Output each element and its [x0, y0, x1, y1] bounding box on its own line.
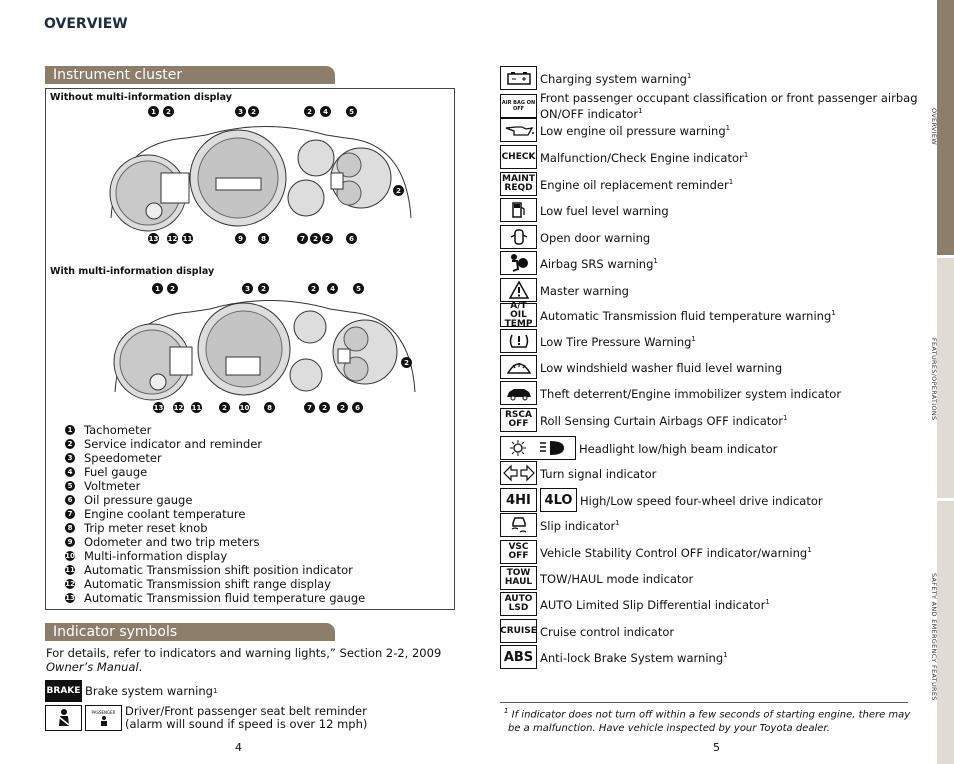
callout-marker: 2 — [304, 106, 315, 117]
footnote-line-2: be a malfunction. Have vehicle inspected by your Toyota dealer. — [508, 723, 830, 735]
legend-number: 2 — [65, 439, 75, 449]
vsc-off-icon — [500, 540, 537, 564]
seatbelt-label-2: (alarm will sound if speed is over 12 mph) — [125, 717, 368, 731]
side-tab-label-safety: SAFETY AND EMERGENCY FEATURES — [930, 573, 938, 701]
tow-haul-icon — [500, 566, 537, 590]
legend-number: 9 — [65, 537, 75, 547]
section-title-instrument-cluster: Instrument cluster — [45, 66, 335, 84]
washer-fluid-icon — [500, 355, 537, 379]
callout-marker: 2 — [322, 233, 333, 244]
callout-marker: 2 — [401, 357, 412, 368]
callout-marker: 4 — [320, 106, 331, 117]
tire-pressure-icon — [500, 329, 537, 353]
legend-item — [65, 549, 365, 563]
callout-marker: 2 — [248, 106, 259, 117]
legend-list — [65, 423, 365, 605]
seatbelt-label-1: Driver/Front passenger seat belt reminder — [125, 704, 367, 718]
symbol-row — [500, 329, 696, 353]
symbol-label: High/Low speed four-wheel drive indicator — [580, 493, 823, 508]
callout-marker: 8 — [258, 233, 269, 244]
footnote-mark: 1 — [504, 707, 509, 715]
maint-reqd-icon — [500, 172, 537, 196]
callout-marker: 13 — [153, 403, 164, 412]
side-tab-features[interactable] — [937, 258, 954, 498]
caption-without-mid: Without multi-information display — [50, 92, 232, 103]
symbol-label: Low Tire Pressure Warning — [540, 334, 692, 349]
intro-manual-title: Owner’s Manual — [46, 660, 139, 674]
footnote-divider — [500, 702, 908, 703]
fuel-pump-icon — [500, 198, 537, 222]
abs-icon — [500, 645, 537, 669]
battery-icon — [500, 66, 537, 90]
symbol-label: Airbag SRS warning — [540, 256, 654, 271]
symbol-sup: 1 — [615, 519, 620, 528]
callout-marker: 7 — [297, 233, 308, 244]
legend-number: 1 — [65, 425, 75, 435]
symbol-label: Low fuel level warning — [540, 203, 669, 218]
symbol-label: Roll Sensing Curtain Airbags OFF indicator — [540, 413, 784, 428]
master-warning-icon — [500, 278, 537, 302]
legend-number: 10 — [65, 552, 75, 560]
callout-marker: 5 — [353, 283, 364, 294]
4lo-icon — [540, 488, 577, 512]
symbol-row — [500, 172, 733, 196]
legend-number: 13 — [65, 594, 75, 602]
symbol-sup: 1 — [638, 107, 643, 115]
symbol-label: Engine oil replacement reminder — [540, 177, 729, 192]
auto-lsd-icon — [500, 592, 537, 616]
callout-marker: 8 — [264, 402, 275, 413]
airbag-off-icon — [500, 94, 537, 118]
symbol-label: Low windshield washer fluid level warning — [540, 360, 783, 375]
symbol-row — [500, 66, 691, 90]
symbol-sup: 1 — [723, 651, 728, 660]
section-title-indicator-symbols: Indicator symbols — [45, 623, 335, 641]
callout-marker: 12 — [167, 234, 178, 243]
symbol-sup: 1 — [831, 309, 836, 318]
legend-item — [65, 493, 365, 507]
legend-item — [65, 451, 365, 465]
symbol-row — [500, 300, 836, 329]
callout-marker: 2 — [258, 283, 269, 294]
callout-marker: 11 — [182, 234, 193, 243]
symbol-label: Automatic Transmission fluid temperature warning — [540, 308, 832, 323]
symbol-label: Cruise control indicator — [540, 624, 675, 639]
callout-marker: 11 — [191, 403, 202, 412]
passenger-seatbelt-icon — [85, 705, 122, 731]
callout-marker: 4 — [327, 283, 338, 294]
legend-label: Odometer and two trip meters — [84, 535, 260, 549]
symbol-row — [500, 619, 674, 643]
legend-number: 7 — [65, 509, 75, 519]
symbol-row — [500, 540, 812, 564]
page-number-left: 4 — [235, 741, 242, 754]
legend-item — [65, 465, 365, 479]
legend-label: Voltmeter — [84, 479, 141, 493]
symbol-row — [500, 461, 656, 485]
symbol-label: Charging system warning — [540, 71, 687, 86]
legend-number: 11 — [65, 566, 75, 574]
symbol-sup: 1 — [807, 546, 812, 555]
callout-marker: 12 — [173, 403, 184, 412]
legend-label: Oil pressure gauge — [84, 493, 193, 507]
symbol-row — [500, 145, 748, 169]
symbol-label: Anti-lock Brake System warning — [540, 650, 724, 665]
icon-text: CHECK — [501, 151, 536, 162]
side-tab-label-overview: OVERVIEW — [930, 108, 938, 146]
theft-deterrent-icon — [500, 381, 537, 405]
symbol-sup: 1 — [653, 257, 658, 266]
symbol-label: TOW/HAUL mode indicator — [540, 571, 694, 586]
legend-number: 8 — [65, 523, 75, 533]
symbol-label: Turn signal indicator — [540, 466, 657, 481]
symbol-label: Low engine oil pressure warning — [540, 123, 726, 138]
callout-marker: 2 — [310, 233, 321, 244]
symbol-label: Vehicle Stability Control OFF indicator/warning — [540, 545, 808, 560]
legend-label: Engine coolant temperature — [84, 507, 246, 521]
icon-text: A/T OIL TEMP — [504, 300, 533, 329]
rsca-off-icon — [500, 408, 537, 432]
symbol-sup: 1 — [765, 598, 770, 607]
legend-label: Speedometer — [84, 451, 162, 465]
cruise-icon — [500, 619, 537, 643]
airbag-srs-icon — [500, 251, 537, 275]
symbol-row — [500, 566, 693, 590]
callout-marker: 2 — [308, 283, 319, 294]
side-tab-overview[interactable] — [937, 0, 954, 255]
symbol-label: Slip indicator — [540, 518, 616, 533]
icon-text: AIR BAG ON OFF — [501, 100, 536, 113]
check-engine-icon — [500, 145, 537, 169]
icon-text: RSCA OFF — [505, 410, 532, 429]
footnote — [504, 704, 914, 736]
callout-marker: 7 — [304, 402, 315, 413]
symbol-row — [500, 225, 650, 249]
side-tab-label-features: FEATURES/OPERATIONS — [930, 338, 938, 421]
symbol-row — [500, 513, 620, 537]
symbol-label: Open door warning — [540, 230, 651, 245]
legend-number: 12 — [65, 580, 75, 588]
symbol-row — [500, 355, 782, 379]
callout-marker: 9 — [235, 233, 246, 244]
symbol-sup: 1 — [743, 151, 749, 160]
turn-signal-icon — [500, 461, 537, 485]
icon-text: AUTO LSD — [504, 594, 533, 613]
open-door-icon — [500, 225, 537, 249]
callout-marker: 1 — [148, 106, 159, 117]
intro-period: . — [138, 660, 143, 674]
symbol-row — [500, 436, 777, 460]
symbol-row — [500, 251, 658, 275]
symbol-row-brake — [45, 680, 217, 702]
at-oil-temp-icon — [500, 300, 537, 329]
page-header: OVERVIEW — [44, 16, 128, 32]
symbol-row — [500, 118, 730, 142]
legend-item — [65, 591, 365, 605]
oil-can-icon — [500, 118, 537, 142]
legend-label: Service indicator and reminder — [84, 437, 263, 451]
symbol-sup: 1 — [691, 335, 696, 344]
symbol-label: Master warning — [540, 283, 629, 298]
legend-label: Tachometer — [84, 423, 152, 437]
side-tab-safety[interactable] — [937, 501, 954, 764]
symbol-row — [500, 488, 823, 512]
symbol-label-2: ON/OFF indicator — [540, 106, 639, 121]
brake-sup: 1 — [212, 687, 218, 695]
instrument-cluster-box — [45, 88, 455, 610]
icon-text: ABS — [503, 649, 534, 665]
symbol-label: Front passenger occupant classification or front passenger airbag — [540, 91, 918, 105]
symbol-sup: 1 — [725, 124, 731, 133]
brake-icon — [45, 680, 82, 702]
footnote-line-1: If indicator does not turn off within a few seconds of starting engine, there may — [511, 709, 911, 721]
callout-marker: 2 — [337, 402, 348, 413]
callout-marker: 3 — [242, 283, 253, 294]
legend-number: 4 — [65, 467, 75, 477]
callout-marker: 1 — [152, 283, 163, 294]
legend-item — [65, 535, 365, 549]
icon-text: VSC OFF — [508, 542, 529, 561]
legend-item — [65, 437, 365, 451]
legend-item — [65, 423, 365, 437]
callout-marker: 6 — [346, 233, 357, 244]
caption-with-mid: With multi-information display — [50, 266, 215, 277]
legend-label: Multi-information display — [84, 549, 228, 563]
symbol-sup: 1 — [686, 72, 692, 81]
passenger-icon-text: PASSENGER — [91, 709, 116, 715]
symbol-label: Malfunction/Check Engine indicator — [540, 150, 744, 165]
callout-marker: 2 — [319, 402, 330, 413]
icon-text: CRUISE — [500, 625, 537, 636]
callout-marker: 3 — [235, 106, 246, 117]
brake-label: Brake system warning — [85, 684, 213, 698]
4hi-icon-text: 4HI — [506, 492, 531, 508]
symbol-label: Headlight low/high beam indicator — [579, 441, 778, 456]
symbol-label: AUTO Limited Slip Differential indicator — [540, 597, 766, 612]
symbol-row — [500, 278, 629, 302]
cluster-diagram-with-mid — [110, 297, 420, 412]
symbol-label: Theft deterrent/Engine immobilizer system indicator — [540, 386, 842, 401]
legend-label: Automatic Transmission shift range display — [84, 577, 331, 591]
legend-item — [65, 521, 365, 535]
seatbelt-icon — [45, 705, 82, 731]
cluster-diagram-without-mid — [106, 123, 416, 238]
intro-text — [46, 646, 441, 674]
symbol-row-seatbelt — [45, 705, 367, 731]
symbol-row — [500, 198, 669, 222]
callout-marker: 10 — [239, 403, 250, 412]
legend-number: 3 — [65, 453, 75, 463]
symbol-sup: 1 — [728, 178, 734, 187]
legend-label: Fuel gauge — [84, 465, 148, 479]
symbol-row — [500, 92, 918, 121]
symbol-row — [500, 592, 770, 616]
legend-label: Automatic Transmission fluid temperature gauge — [84, 591, 366, 605]
callout-marker: 2 — [393, 185, 404, 196]
legend-item — [65, 507, 365, 521]
headlight-icon — [500, 436, 576, 460]
legend-item — [65, 479, 365, 493]
callout-marker: 2 — [163, 106, 174, 117]
4hi-icon — [500, 488, 537, 512]
slip-icon — [500, 513, 537, 537]
legend-label: Trip meter reset knob — [84, 521, 208, 535]
callout-marker: 13 — [148, 234, 159, 243]
symbol-sup: 1 — [783, 414, 788, 423]
callout-marker: 2 — [219, 402, 230, 413]
legend-item — [65, 563, 365, 577]
callout-marker: 6 — [352, 402, 363, 413]
symbol-row — [500, 381, 841, 405]
brake-icon-text: BRAKE — [46, 685, 81, 696]
legend-number: 6 — [65, 495, 75, 505]
symbol-row — [500, 408, 788, 432]
4lo-icon-text: 4LO — [544, 492, 573, 508]
legend-number: 5 — [65, 481, 75, 491]
intro-line-1: For details, refer to indicators and warning lights,” Section 2-2, 2009 — [46, 646, 442, 660]
icon-text: MAINT REQD — [502, 174, 535, 193]
callout-marker: 2 — [167, 283, 178, 294]
legend-label: Automatic Transmission shift position indicator — [84, 563, 353, 577]
legend-item — [65, 577, 365, 591]
symbol-row — [500, 645, 728, 669]
icon-text: TOW HAUL — [504, 568, 533, 587]
page-number-right: 5 — [713, 741, 720, 754]
callout-marker: 5 — [346, 106, 357, 117]
